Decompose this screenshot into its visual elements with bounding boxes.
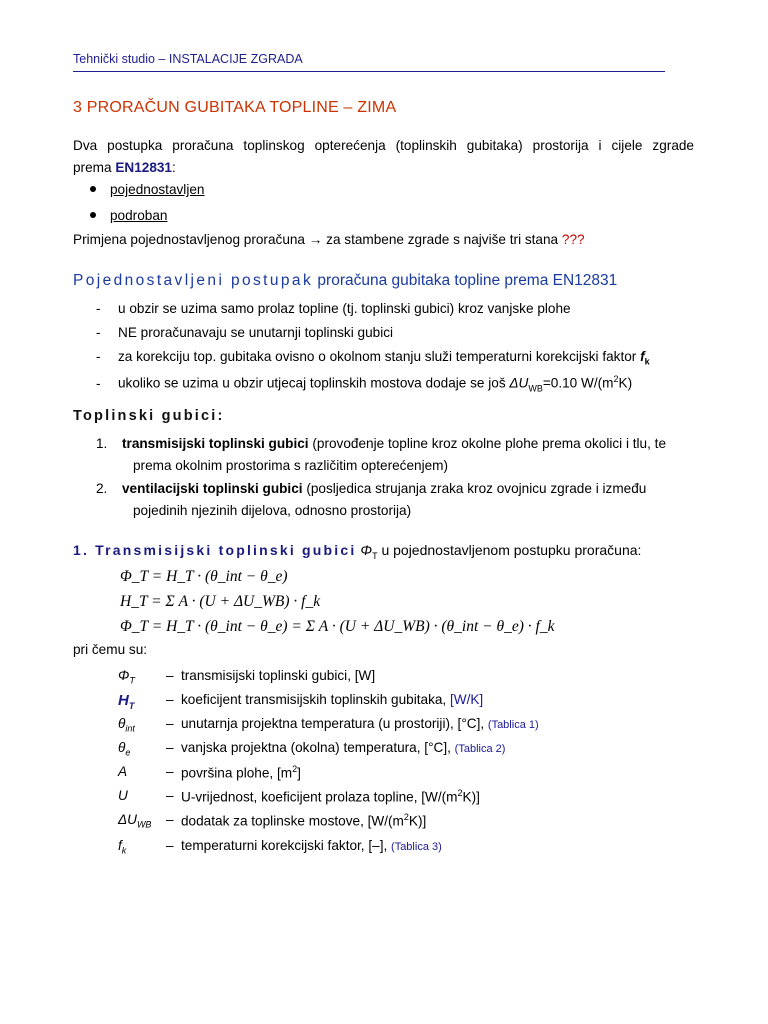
equation-2-text: H_T = Σ A · (U + ΔU_WB) · f_k bbox=[120, 593, 321, 610]
bullet-item bbox=[90, 208, 167, 223]
equation-1 bbox=[120, 568, 288, 586]
dash-text: u obzir se uzima samo prolaz topline (tj. toplinski gubici) kroz vanjske plohe bbox=[118, 301, 571, 316]
equation-1-text: Φ_T = H_T · (θ_int − θ_e) bbox=[120, 568, 288, 585]
intro-line-1: Dva postupka proračuna toplinskog opterećenja (toplinskih gubitaka) prostorija i cijele zgrade bbox=[73, 138, 694, 153]
section-heading bbox=[73, 272, 617, 290]
dash-item: - ukoliko se uzima u obzir utjecaj toplinskih mostova dodaje se još $\Delta U_{WB}=0.10$ $W/(m^2K)$ bbox=[96, 374, 633, 394]
question-marks: ??? bbox=[561, 232, 585, 247]
bullet-text: pojednostavljen bbox=[110, 182, 205, 197]
primjena-line bbox=[73, 229, 694, 251]
dash-item: - NE proračunavaju se unutarnji toplinski gubici bbox=[96, 325, 394, 340]
dash-text: ukoliko se uzima u obzir utjecaj toplinskih mostova dodaje se još bbox=[118, 375, 510, 391]
running-header: Tehnički studio – INSTALACIJE ZGRADA bbox=[73, 52, 303, 66]
table-ref-link: (Tablica 3) bbox=[391, 841, 442, 853]
header-rule bbox=[73, 71, 665, 72]
transmission-heading: 1. Transmisijski toplinski gubici $\Phi_T$ u pojednostavljenom postupku proračuna: bbox=[73, 542, 642, 561]
item-bold: ventilacijski toplinski gubici bbox=[122, 481, 303, 496]
delta-u-symbol: ΔU bbox=[509, 375, 529, 391]
dash-text: NE proračunavaju se unutarnji toplinski gubici bbox=[118, 325, 394, 340]
equation-2 bbox=[120, 593, 320, 611]
intro-suffix: : bbox=[172, 160, 176, 175]
table-ref-link: (Tablica 1) bbox=[487, 719, 539, 731]
document-page: Tehnički studio – INSTALACIJE ZGRADA 3 PRORAČUN GUBITAKA TOPLINE – ZIMA Dva postupka proračuna toplinskog opterećenja (toplinskih gubitaka) prostorija i cijele zgrade prema EN12831: pojednostavljen podroban Primjena pojednostavljenog proračuna → za stambene zgrade s najviše tri stana ??? Pojednostavljeni postupak proračuna gubitaka topline prema EN12831 - u obzir se uzima samo prolaz topline (tj. toplinski gubici) kroz vanjske plohe - NE proračunavaju se unutarnji toplinski gubici - za korekciju top. gubitaka ovisno o okolnom stanju služi temperaturni korekcijski faktor $f_k$ - ukoliko se uzima u obzir utjecaj toplinskih mostova dodaje se još $\Delta U_{WB}=0.10$ $W/(m^2K)$ Toplinski gubici: 1. transmisijski toplinski gubici (provođenje topline kroz okolne plohe prema okolici i tlu, te prema okolnim prostorima s različitim opterećenjem) 2. ventilacijski toplinski gubici (posljedica strujanja zraka kroz ovojnicu zgrade i između pojedinih njezinih dijelova, odnosno prostorija) 1. Transmisijski toplinski gubici $\Phi_T$ u pojednostavljenom postupku proračuna: Φ_T = H_T · (θ_int − θ_e) H_T = Σ A · (U + ΔU_WB) · f_k Φ_T = H_T · (θ_int − θ_e) = Σ A · (U + ΔU_WB) · (θ_int − θ_e) · f_k pri čemu su: $\Phi_T$ – transmisijski toplinski gubici, [W] $H_T$ – koeficijent transmisijskih toplinskih gubitaka, [W/K] $\theta_{int}$ – unutarnja projektna temperatura (u prostoriji), [°C], (Tablica 1) $\theta_e$ – vanjska projektna (okolna) temperatura, [°C], (Tablica 2) A – površina plohe, $[m^2]$ U – U-vrijednost, koeficijent prolaza topline, $[W/(m^2K)]$ $\Delta U_{WB}$ – dodatak za toplinske mostove, $[W/(m^2K)]$ $f_k$ – temperaturni korekcijski faktor, [–], (Tablica 3) bbox=[73, 52, 694, 856]
numbered-item: 1. transmisijski toplinski gubici (provođenje topline kroz okolne plohe prema okolici i tlu, te prema okolnim prostorima s različitim opterećenjem) bbox=[96, 436, 667, 473]
bullet-text: podroban bbox=[110, 208, 168, 223]
dash-item: - u obzir se uzima samo prolaz topline (tj. toplinski gubici) kroz vanjske plohe bbox=[96, 301, 571, 316]
fk-symbol: f bbox=[640, 349, 645, 364]
section-heading-rest: proračuna gubitaka topline prema EN12831 bbox=[313, 272, 618, 289]
item-bold: transmisijski toplinski gubici bbox=[122, 436, 309, 451]
toplinski-gubici-heading: Toplinski gubici: bbox=[73, 408, 225, 424]
equation-3 bbox=[120, 618, 554, 636]
pri-cemu-label: pri čemu su: bbox=[73, 642, 148, 657]
section-heading-spaced: Pojednostavljeni postupak bbox=[73, 272, 314, 289]
bullet-dot-icon bbox=[90, 212, 96, 218]
numbered-item: 2. ventilacijski toplinski gubici (posljedica strujanja zraka kroz ovojnicu zgrade i između pojedinih njezinih dijelova, odnosno prostorija) bbox=[96, 481, 647, 518]
bullet-dot-icon bbox=[90, 186, 96, 192]
dash-item: - za korekciju top. gubitaka ovisno o okolnom stanju služi temperaturni korekcijski faktor $f_k$ bbox=[96, 349, 650, 367]
chapter-title: 3 PRORAČUN GUBITAKA TOPLINE – ZIMA bbox=[73, 99, 397, 116]
dash-text: za korekciju top. gubitaka ovisno o okolnom stanju služi temperaturni korekcijski faktor bbox=[118, 349, 641, 364]
equation-3-text: Φ_T = H_T · (θ_int − θ_e) = Σ A · (U + ΔU_WB) · (θ_int − θ_e) · f_k bbox=[120, 618, 555, 635]
primjena-text: Primjena pojednostavljenog proračuna → za stambene zgrade s najviše tri stana bbox=[73, 232, 562, 247]
intro-prefix: prema bbox=[73, 160, 116, 175]
intro-line-2 bbox=[73, 157, 694, 179]
bullet-item bbox=[90, 182, 204, 197]
table-ref-link: (Tablica 2) bbox=[454, 743, 506, 755]
standard-ref: EN12831 bbox=[115, 160, 172, 175]
